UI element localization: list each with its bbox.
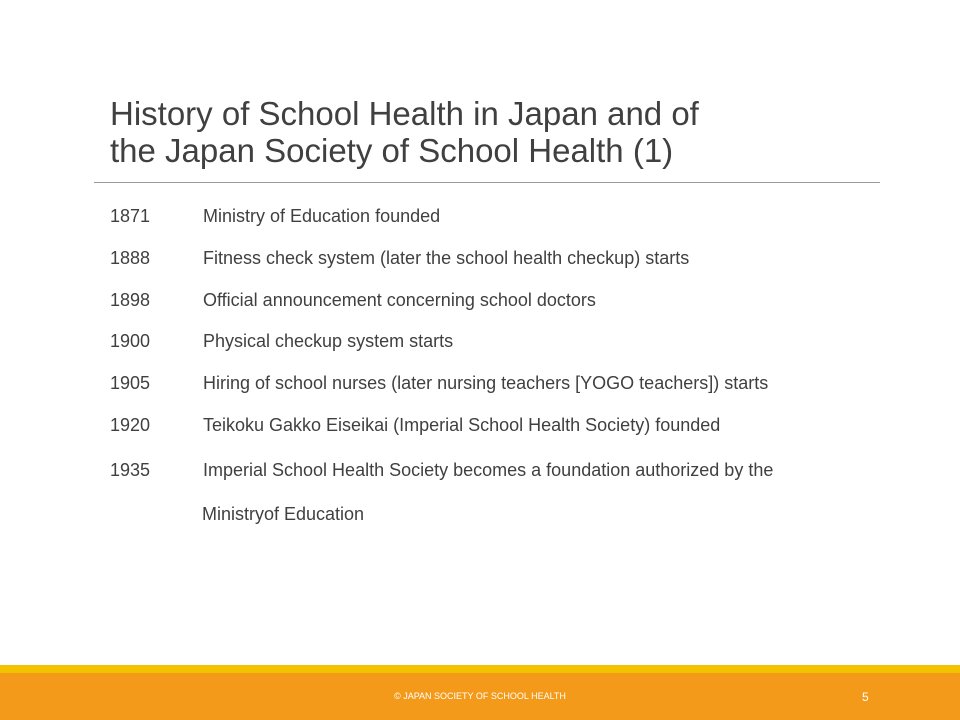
timeline-year: 1900 (110, 331, 151, 351)
timeline-list (110, 0, 890, 560)
timeline-year: 1871 (110, 206, 151, 226)
slide-title-line-1: History of School Health in Japan and of (110, 95, 699, 132)
timeline-description: Official announcement concerning school doctors (203, 290, 596, 310)
timeline-description: Physical checkup system starts (203, 331, 454, 351)
timeline-description: Fitness check system (later the school health checkup) starts (203, 248, 690, 268)
timeline-year: 1920 (110, 415, 151, 435)
timeline-description: Teikoku Gakko Eiseikai (Imperial School Health Society) founded (203, 415, 721, 435)
copyright-notice: © JAPAN SOCIETY OF SCHOOL HEALTH (394, 691, 566, 701)
timeline-description: Imperial School Health Society becomes a foundation authorized by the (203, 460, 774, 480)
timeline-description: Hiring of school nurses (later nursing teachers [YOGO teachers]) starts (203, 373, 769, 393)
timeline-description: Ministry of Education founded (203, 206, 441, 226)
timeline-year: 1935 (110, 460, 151, 480)
timeline-year: 1905 (110, 373, 151, 393)
slide-title-line-2: the Japan Society of School Health (1) (110, 132, 674, 169)
footer-bar (0, 673, 960, 720)
timeline-year: 1898 (110, 290, 151, 310)
footer-accent-stripe (0, 665, 960, 673)
page-number: 5 (862, 690, 869, 704)
timeline-description-continuation: Ministryof Education (202, 504, 365, 524)
timeline-year: 1888 (110, 248, 151, 268)
